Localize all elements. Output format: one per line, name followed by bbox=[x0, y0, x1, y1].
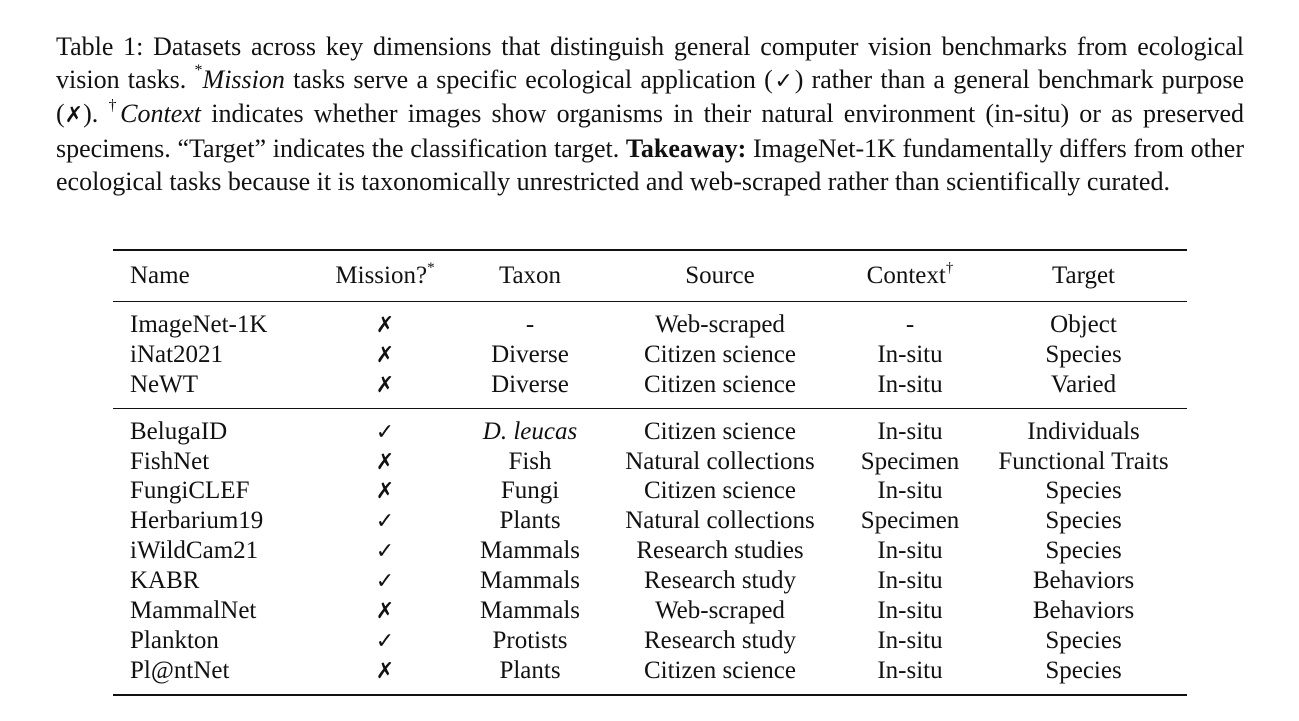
cell-source: Citizen science bbox=[643, 656, 796, 684]
cell-mission bbox=[310, 596, 460, 626]
cross-icon: ✗ bbox=[375, 342, 395, 368]
cross-icon: ✗ bbox=[375, 479, 395, 505]
cell-context: In-situ bbox=[877, 417, 943, 445]
check-icon: ✓ bbox=[772, 68, 795, 94]
table-caption bbox=[56, 31, 1244, 199]
cell-context: Specimen bbox=[860, 507, 960, 535]
cell-taxon: Mammals bbox=[480, 537, 580, 565]
cell-target: Species bbox=[1045, 537, 1122, 565]
cell-taxon: Protists bbox=[492, 626, 568, 654]
cell-mission bbox=[310, 536, 460, 566]
header-mission-label: Mission? bbox=[335, 262, 428, 289]
cross-icon: ✗ bbox=[375, 312, 395, 338]
cell-source: Research studies bbox=[636, 537, 804, 565]
cell-context: In-situ bbox=[877, 370, 943, 398]
cell-mission bbox=[310, 476, 460, 506]
context-footnote-mark: † bbox=[108, 96, 121, 114]
cell-name: iNat2021 bbox=[130, 340, 224, 368]
caption-label: Table 1: bbox=[56, 32, 144, 61]
cell-context: In-situ bbox=[877, 656, 943, 684]
cell-source: Citizen science bbox=[643, 340, 796, 368]
table-row bbox=[113, 302, 1187, 340]
cell-target: Species bbox=[1045, 656, 1122, 684]
cell-target: Behaviors bbox=[1032, 596, 1135, 624]
cross-icon: ✗ bbox=[375, 372, 395, 398]
cell-source: Citizen science bbox=[643, 370, 796, 398]
cell-source: Natural collections bbox=[625, 447, 815, 475]
cross-icon: ✗ bbox=[375, 598, 395, 624]
header-mission bbox=[310, 250, 460, 302]
table-row bbox=[113, 476, 1187, 506]
cell-source: Natural collections bbox=[625, 507, 815, 535]
check-icon: ✓ bbox=[375, 509, 395, 535]
cell-target: Species bbox=[1045, 340, 1122, 368]
cell-context: - bbox=[905, 310, 915, 338]
cell-context: In-situ bbox=[877, 596, 943, 624]
check-icon: ✓ bbox=[375, 419, 395, 445]
table-row bbox=[113, 566, 1187, 596]
cell-target: Behaviors bbox=[1032, 567, 1135, 595]
cell-mission bbox=[310, 370, 460, 408]
table-row bbox=[113, 506, 1187, 536]
cell-mission bbox=[310, 408, 460, 446]
caption-text-3: ) rather than a general benchmark purpose ( bbox=[56, 64, 1244, 129]
cell-taxon: Diverse bbox=[491, 370, 569, 398]
cell-mission bbox=[310, 340, 460, 370]
cross-icon: ✗ bbox=[375, 658, 395, 684]
cell-target: Species bbox=[1045, 507, 1122, 535]
cell-target: Functional Traits bbox=[998, 447, 1169, 475]
cell-context: Specimen bbox=[860, 447, 960, 475]
cell-context: In-situ bbox=[877, 567, 943, 595]
cell-taxon: Diverse bbox=[491, 340, 569, 368]
cell-mission bbox=[310, 302, 460, 340]
header-source: Source bbox=[685, 262, 755, 289]
benchmark-group bbox=[113, 302, 1187, 409]
cell-target: Species bbox=[1045, 477, 1122, 505]
cell-mission bbox=[310, 656, 460, 695]
table-row bbox=[113, 626, 1187, 656]
header-taxon: Taxon bbox=[498, 262, 562, 289]
cell-mission bbox=[310, 506, 460, 536]
cell-source: Web-scraped bbox=[655, 310, 785, 338]
cell-name: MammalNet bbox=[130, 596, 257, 624]
cell-target: Object bbox=[1050, 310, 1117, 338]
cell-taxon: Mammals bbox=[480, 596, 580, 624]
datasets-table bbox=[113, 249, 1187, 696]
mission-footnote-mark: * bbox=[194, 62, 203, 80]
cell-name: FishNet bbox=[130, 447, 210, 475]
check-icon: ✓ bbox=[375, 628, 395, 654]
cell-name: BelugaID bbox=[130, 417, 228, 445]
cell-taxon: Fungi bbox=[500, 477, 560, 505]
context-term: Context bbox=[120, 99, 202, 129]
cell-mission bbox=[310, 447, 460, 477]
table-row bbox=[113, 370, 1187, 408]
table-row bbox=[113, 536, 1187, 566]
cell-name: Pl@ntNet bbox=[130, 656, 230, 684]
header-context bbox=[840, 250, 980, 302]
cell-target: Species bbox=[1045, 626, 1122, 654]
cell-name: Herbarium19 bbox=[130, 507, 264, 535]
table-row bbox=[113, 408, 1187, 446]
cell-target: Individuals bbox=[1027, 417, 1140, 445]
cross-icon: ✗ bbox=[64, 103, 84, 129]
header-context-label: Context bbox=[866, 262, 946, 289]
caption-text-1: Datasets across key dimensions that distinguish general computer vision benchmarks from ecological vision tasks. bbox=[56, 32, 1245, 94]
datasets-table-wrapper bbox=[113, 249, 1187, 696]
cell-taxon: Plants bbox=[499, 656, 561, 684]
cell-source: Research study bbox=[643, 626, 797, 654]
cell-context: In-situ bbox=[877, 340, 943, 368]
cell-name: KABR bbox=[130, 567, 200, 595]
mission-term: Mission bbox=[202, 64, 285, 94]
cell-name: FungiCLEF bbox=[130, 477, 250, 505]
cell-taxon: D. leucas bbox=[482, 417, 578, 445]
cell-taxon: Fish bbox=[508, 447, 552, 475]
table-row bbox=[113, 447, 1187, 477]
takeaway-text: ImageNet-1K fundamentally differs from other ecological tasks because it is taxonomically unrestricted and web-scraped rather than scientifically curated. bbox=[56, 134, 1245, 196]
cell-context: In-situ bbox=[877, 626, 943, 654]
header-context-mark: † bbox=[945, 259, 954, 276]
cell-source: Research study bbox=[643, 567, 797, 595]
check-icon: ✓ bbox=[375, 539, 395, 565]
cell-name: iWildCam21 bbox=[130, 537, 259, 565]
cell-name: Plankton bbox=[130, 626, 219, 654]
header-mission-mark: * bbox=[427, 259, 435, 276]
caption-text-2: tasks serve a specific ecological application ( bbox=[293, 64, 773, 94]
cell-context: In-situ bbox=[877, 477, 943, 505]
cell-target: Varied bbox=[1050, 370, 1117, 398]
cell-source: Citizen science bbox=[643, 417, 796, 445]
check-icon: ✓ bbox=[375, 569, 395, 595]
table-row bbox=[113, 340, 1187, 370]
cell-taxon: Mammals bbox=[480, 567, 580, 595]
cell-mission bbox=[310, 566, 460, 596]
cell-taxon: Plants bbox=[499, 507, 561, 535]
cell-source: Citizen science bbox=[643, 477, 796, 505]
cell-context: In-situ bbox=[877, 537, 943, 565]
table-header-row bbox=[113, 250, 1187, 302]
cell-name: ImageNet-1K bbox=[130, 310, 268, 338]
cell-mission bbox=[310, 626, 460, 656]
header-name: Name bbox=[130, 262, 190, 289]
header-target: Target bbox=[1051, 262, 1116, 289]
cell-name: NeWT bbox=[130, 370, 199, 398]
ecological-group bbox=[113, 408, 1187, 695]
cell-source: Web-scraped bbox=[655, 596, 785, 624]
takeaway-label: Takeaway: bbox=[625, 134, 747, 164]
cross-icon: ✗ bbox=[375, 449, 395, 475]
table-row bbox=[113, 656, 1187, 695]
caption-text-5: indicates whether images show organisms in their natural environment (in-situ) or as preserved specimens. “Target” indicates the classification target. bbox=[56, 99, 1245, 164]
caption-text-4: ). bbox=[83, 99, 99, 129]
table-row bbox=[113, 596, 1187, 626]
cell-taxon: - bbox=[525, 310, 535, 338]
